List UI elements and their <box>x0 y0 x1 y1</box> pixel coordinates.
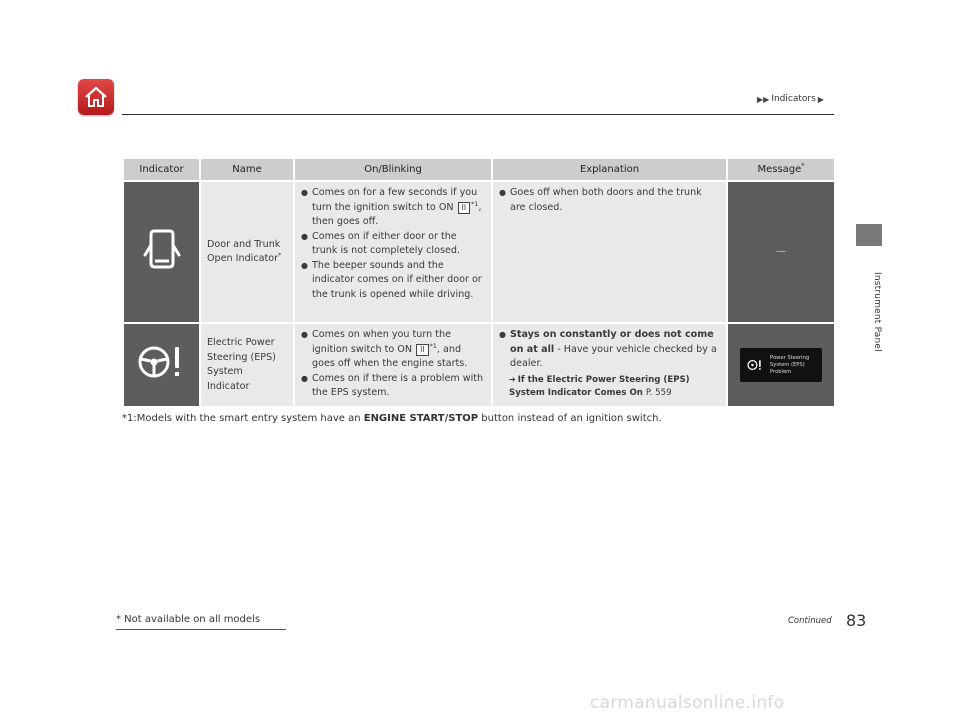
column-header-message: Message* <box>728 159 834 180</box>
multi-info-display-message: Power Steering System (EPS) Problem <box>740 348 822 382</box>
message-cell <box>728 182 834 322</box>
column-header: Indicator <box>124 159 199 180</box>
section-tab-marker <box>856 224 882 246</box>
list-item: ● Comes on for a few seconds if you turn the ignition switch to ON II $^{*1}$, then goes off. <box>301 186 485 230</box>
breadcrumb-arrow-icon: ▶▶ <box>757 94 770 104</box>
list-item: ● Comes on if there is a problem with the EPS system. <box>301 372 485 401</box>
cross-reference-link[interactable]: ➔ If the Electric Power Steering (EPS) System Indicator Comes On P. 559 <box>509 374 690 398</box>
indicator-table <box>122 157 836 408</box>
list-item: ● Comes on if either door or the trunk is not completely closed. <box>301 230 485 259</box>
eps-warning-icon <box>137 343 187 381</box>
footnote-divider <box>116 629 286 630</box>
on-blinking-cell <box>295 182 491 322</box>
explanation-cell <box>493 182 726 322</box>
home-button[interactable] <box>78 79 114 115</box>
list-item: ● Comes on when you turn the ignition switch to ON II $^{*1}$, and goes off when the engine starts. <box>301 328 485 372</box>
eps-warning-icon-small <box>746 359 764 371</box>
home-icon <box>84 86 108 108</box>
section-tab-label: Instrument Panel <box>872 272 882 352</box>
door-trunk-open-icon <box>143 227 181 271</box>
watermark: carmanualsonline.info <box>590 693 785 713</box>
continued-label: Continued <box>788 616 832 626</box>
reference-arrow-icon: ➔ <box>509 374 516 384</box>
message-cell <box>728 324 834 406</box>
table-row <box>124 182 834 322</box>
breadcrumb-title[interactable]: Indicators <box>771 94 816 104</box>
table-header-row <box>124 159 834 180</box>
explanation-cell <box>493 324 726 406</box>
list-item: ● Goes off when both doors and the trunk are closed. <box>499 186 720 215</box>
column-header: Name <box>201 159 293 180</box>
table-row <box>124 324 834 406</box>
indicator-cell <box>124 182 199 322</box>
column-header: On/Blinking <box>295 159 491 180</box>
breadcrumb[interactable] <box>757 94 824 104</box>
list-item: ● Stays on constantly or does not come on at all - Have your vehicle checked by a dealer. <box>499 328 720 372</box>
column-header: Explanation <box>493 159 726 180</box>
ignition-on-key-icon: II <box>458 202 470 214</box>
list-item: ● The beeper sounds and the indicator comes on if either door or the trunk is opened while driving. <box>301 259 485 303</box>
no-message-dash: — <box>776 245 786 257</box>
header-divider <box>122 114 834 115</box>
table-footnote: *1:Models with the smart entry system have an ENGINE START/STOP button instead of an ignition switch. <box>122 413 662 424</box>
indicator-cell <box>124 324 199 406</box>
page-number: 83 <box>846 611 867 630</box>
indicator-name: Electric Power Steering (EPS) System Indicator <box>201 324 293 406</box>
availability-footnote: * Not available on all models <box>116 614 261 625</box>
ignition-on-key-icon: II <box>416 344 428 356</box>
breadcrumb-next-icon: ▶ <box>817 94 824 104</box>
indicator-name: Door and Trunk Open Indicator* <box>201 182 293 322</box>
on-blinking-cell <box>295 324 491 406</box>
